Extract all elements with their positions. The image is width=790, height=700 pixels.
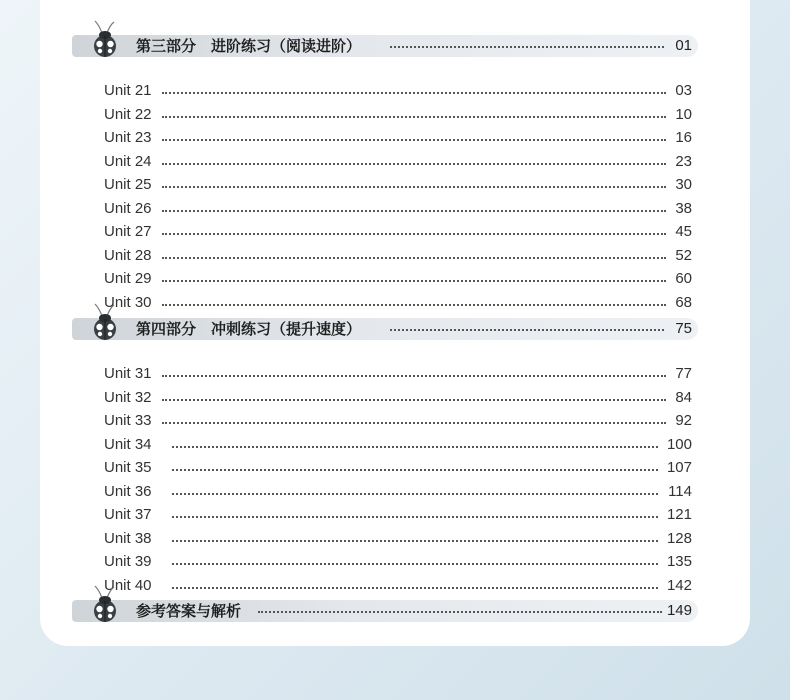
section-header[interactable] bbox=[72, 600, 698, 622]
toc-section-answers bbox=[72, 600, 698, 622]
unit-page-number: 10 bbox=[675, 105, 692, 123]
unit-page-number: 52 bbox=[675, 246, 692, 264]
unit-page-number: 03 bbox=[675, 82, 692, 99]
section-title: 第三部分 进阶练习（阅读进阶） bbox=[136, 37, 362, 55]
leader-dots bbox=[162, 92, 666, 94]
leader-dots bbox=[162, 139, 666, 141]
unit-page-number: 107 bbox=[666, 459, 692, 476]
table-of-contents-card bbox=[40, 0, 750, 646]
unit-page-number: 128 bbox=[666, 529, 692, 547]
unit-page-number: 45 bbox=[675, 223, 692, 240]
section-page-number: 149 bbox=[666, 602, 692, 619]
unit-label: Unit 21 bbox=[104, 82, 152, 99]
leader-dots bbox=[162, 163, 666, 165]
section-header[interactable] bbox=[72, 35, 698, 57]
unit-page-number: 114 bbox=[668, 482, 692, 500]
unit-label: Unit 33 bbox=[104, 412, 152, 429]
unit-page-number: 142 bbox=[666, 576, 692, 594]
toc-section-part-four bbox=[72, 318, 698, 594]
leader-dots bbox=[172, 563, 658, 565]
leader-dots bbox=[162, 422, 666, 424]
toc-entry-unit-25[interactable] bbox=[72, 175, 698, 195]
toc-entry-unit-34[interactable] bbox=[72, 435, 698, 455]
toc-entry-unit-28[interactable] bbox=[72, 246, 698, 266]
unit-label: Unit 29 bbox=[104, 270, 152, 287]
toc-entry-unit-35[interactable] bbox=[72, 458, 698, 478]
unit-page-number: 92 bbox=[675, 412, 692, 429]
unit-page-number: 23 bbox=[675, 152, 692, 170]
leader-dots bbox=[172, 540, 658, 542]
leader-dots bbox=[172, 516, 658, 518]
leader-dots bbox=[172, 493, 658, 495]
section-title: 参考答案与解析 bbox=[136, 602, 242, 620]
leader-dots bbox=[162, 210, 666, 212]
toc-entry-unit-36[interactable] bbox=[72, 482, 698, 502]
leader-dots bbox=[172, 469, 658, 471]
toc-entry-unit-31[interactable] bbox=[72, 364, 698, 384]
unit-label: Unit 27 bbox=[104, 223, 152, 240]
unit-label: Unit 31 bbox=[104, 365, 152, 382]
leader-dots bbox=[172, 446, 658, 448]
leader-dots bbox=[162, 116, 666, 118]
toc-entry-unit-24[interactable] bbox=[72, 152, 698, 172]
unit-page-number: 100 bbox=[666, 435, 692, 453]
toc-entry-unit-30[interactable] bbox=[72, 293, 698, 313]
unit-label: Unit 23 bbox=[104, 129, 152, 146]
leader-dots bbox=[162, 399, 666, 401]
unit-label: Unit 26 bbox=[104, 199, 152, 217]
ladybug-icon bbox=[90, 19, 120, 59]
unit-page-number: 121 bbox=[666, 506, 692, 523]
ladybug-icon bbox=[90, 584, 120, 624]
section-page-number: 75 bbox=[675, 320, 692, 337]
section-page-number: 01 bbox=[675, 37, 692, 54]
unit-label: Unit 24 bbox=[104, 152, 152, 170]
unit-label: Unit 32 bbox=[104, 388, 152, 406]
unit-label: Unit 28 bbox=[104, 246, 152, 264]
unit-page-number: 77 bbox=[675, 365, 692, 382]
toc-entry-unit-39[interactable] bbox=[72, 552, 698, 572]
toc-entry-unit-21[interactable] bbox=[72, 81, 698, 101]
toc-entry-unit-33[interactable] bbox=[72, 411, 698, 431]
unit-page-number: 16 bbox=[675, 129, 692, 146]
leader-dots bbox=[172, 587, 658, 589]
unit-page-number: 84 bbox=[675, 388, 692, 406]
unit-page-number: 68 bbox=[675, 293, 692, 311]
leader-dots bbox=[162, 280, 666, 282]
unit-label: Unit 37 bbox=[104, 506, 152, 523]
unit-page-number: 135 bbox=[666, 553, 692, 570]
toc-entry-unit-38[interactable] bbox=[72, 529, 698, 549]
unit-label: Unit 25 bbox=[104, 176, 152, 193]
leader-dots bbox=[390, 329, 664, 331]
toc-entry-unit-27[interactable] bbox=[72, 222, 698, 242]
unit-page-number: 30 bbox=[675, 176, 692, 193]
leader-dots bbox=[162, 375, 666, 377]
toc-entry-unit-26[interactable] bbox=[72, 199, 698, 219]
section-title: 第四部分 冲刺练习（提升速度） bbox=[136, 320, 362, 338]
toc-entry-unit-22[interactable] bbox=[72, 105, 698, 125]
unit-label: Unit 39 bbox=[104, 553, 152, 570]
toc-entry-unit-40[interactable] bbox=[72, 576, 698, 596]
leader-dots bbox=[162, 304, 666, 306]
leader-dots bbox=[162, 257, 666, 259]
unit-label: Unit 35 bbox=[104, 459, 152, 476]
section-header[interactable] bbox=[72, 318, 698, 340]
toc-entry-unit-37[interactable] bbox=[72, 505, 698, 525]
leader-dots bbox=[162, 233, 666, 235]
ladybug-icon bbox=[90, 302, 120, 342]
unit-label: Unit 38 bbox=[104, 529, 152, 547]
toc-entry-unit-29[interactable] bbox=[72, 269, 698, 289]
unit-label: Unit 36 bbox=[104, 482, 152, 500]
leader-dots bbox=[162, 186, 666, 188]
unit-label: Unit 40 bbox=[104, 576, 152, 594]
toc-entry-unit-32[interactable] bbox=[72, 388, 698, 408]
unit-label: Unit 22 bbox=[104, 105, 152, 123]
unit-page-number: 60 bbox=[675, 270, 692, 287]
toc-section-part-three bbox=[72, 35, 698, 311]
unit-label: Unit 34 bbox=[104, 435, 152, 453]
leader-dots bbox=[258, 611, 662, 613]
unit-label: Unit 30 bbox=[104, 293, 152, 311]
toc-entry-unit-23[interactable] bbox=[72, 128, 698, 148]
leader-dots bbox=[390, 46, 664, 48]
unit-page-number: 38 bbox=[675, 199, 692, 217]
